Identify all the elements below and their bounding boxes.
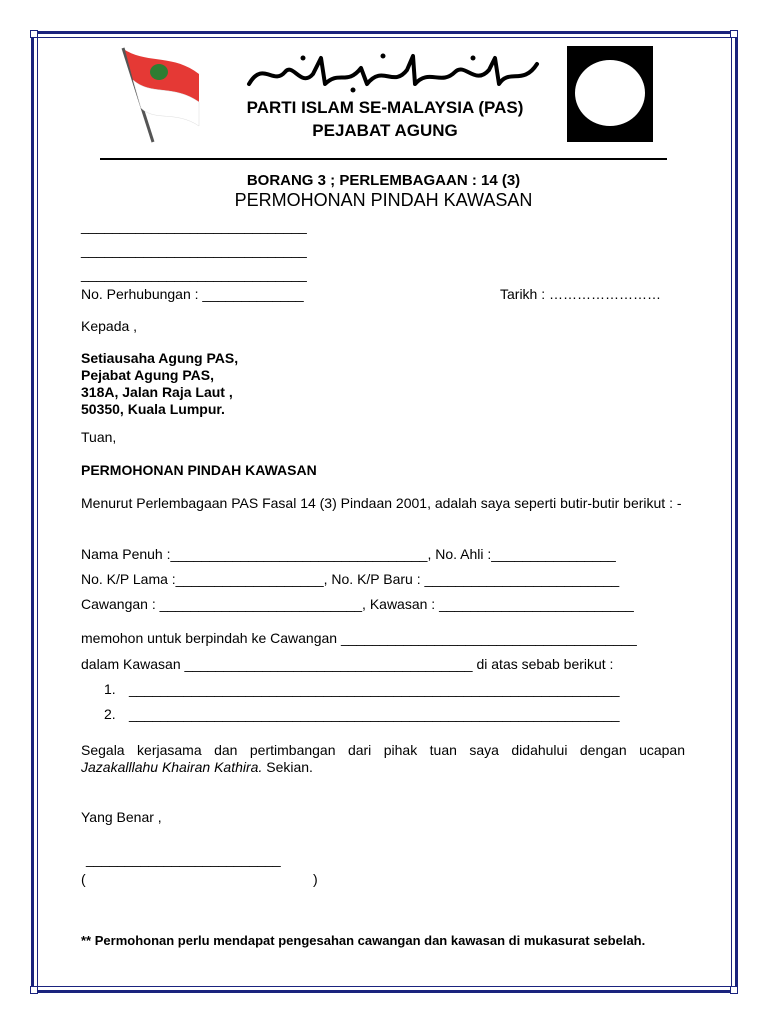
reason-line: _______________________________________________________________ — [129, 706, 620, 722]
yang-benar: Yang Benar , — [81, 809, 162, 825]
reason-number: 2. — [104, 706, 116, 722]
closing-line2 — [81, 759, 313, 776]
form-title: PERMOHONAN PINDAH KAWASAN — [234, 190, 533, 210]
recipient-line: Pejabat Agung PAS, — [81, 367, 215, 383]
nama-penuh-row: Nama Penuh :_________________________________, No. Ahli :________________ — [81, 546, 616, 562]
signature-line: _________________________ — [86, 851, 281, 867]
sender-address-line: _____________________________ — [81, 218, 307, 234]
reason-line: _______________________________________________________________ — [129, 681, 620, 697]
jawi-title — [243, 50, 543, 94]
header-divider — [100, 158, 667, 160]
party-name: PARTI ISLAM SE-MALAYSIA (PAS) — [246, 98, 524, 117]
recipient-line: Setiausaha Agung PAS, — [81, 350, 239, 366]
jawi-calligraphy-icon — [243, 50, 543, 94]
recipient-line: 50350, Kuala Lumpur. — [81, 401, 225, 417]
move-kawasan-line: dalam Kawasan _____________________________________ di atas sebab berikut : — [81, 656, 614, 672]
no-kp-row: No. K/P Lama :___________________, No. K/P Baru : _________________________ — [81, 571, 620, 587]
kepada-label: Kepada , — [81, 318, 138, 334]
no-perhubungan-field: No. Perhubungan : _____________ — [81, 286, 304, 302]
closing-text: Segala kerjasama dan pertimbangan dari pihak tuan saya didahului dengan ucapan — [81, 742, 685, 758]
pas-logo — [567, 46, 653, 142]
border-corner — [30, 30, 38, 38]
move-cawangan-line: memohon untuk berpindah ke Cawangan ______________________________________ — [81, 630, 637, 646]
sender-address-line: _____________________________ — [81, 242, 307, 258]
salutation: Tuan, — [81, 429, 117, 445]
closing-italic: Jazakalllahu Khairan Kathira. — [81, 759, 263, 775]
cawangan-row: Cawangan : __________________________, Kawasan : _________________________ — [81, 596, 634, 612]
sender-address-line: _____________________________ — [81, 266, 307, 282]
pas-flag-icon — [113, 44, 203, 144]
name-bracket-open: ( — [81, 871, 86, 887]
border-corner — [730, 30, 738, 38]
tarikh-field: Tarikh : …………………… — [500, 286, 662, 302]
borang-label: BORANG 3 ; PERLEMBAGAAN : 14 (3) — [246, 172, 521, 189]
reason-number: 1. — [104, 681, 116, 697]
border-corner — [730, 986, 738, 994]
logo-moon-icon — [575, 60, 645, 126]
footnote: ** Permohonan perlu mendapat pengesahan cawangan dan kawasan di mukasurat sebelah. — [81, 933, 646, 948]
subject-heading: PERMOHONAN PINDAH KAWASAN — [81, 462, 317, 478]
intro-paragraph: Menurut Perlembagaan PAS Fasal 14 (3) Pindaan 2001, adalah saya seperti butir-butir berikut : - — [81, 495, 682, 511]
name-bracket-close: ) — [313, 871, 318, 887]
border-corner — [30, 986, 38, 994]
recipient-line: 318A, Jalan Raja Laut , — [81, 384, 233, 400]
office-name: PEJABAT AGUNG — [312, 121, 458, 140]
closing-end: Sekian. — [262, 759, 313, 775]
